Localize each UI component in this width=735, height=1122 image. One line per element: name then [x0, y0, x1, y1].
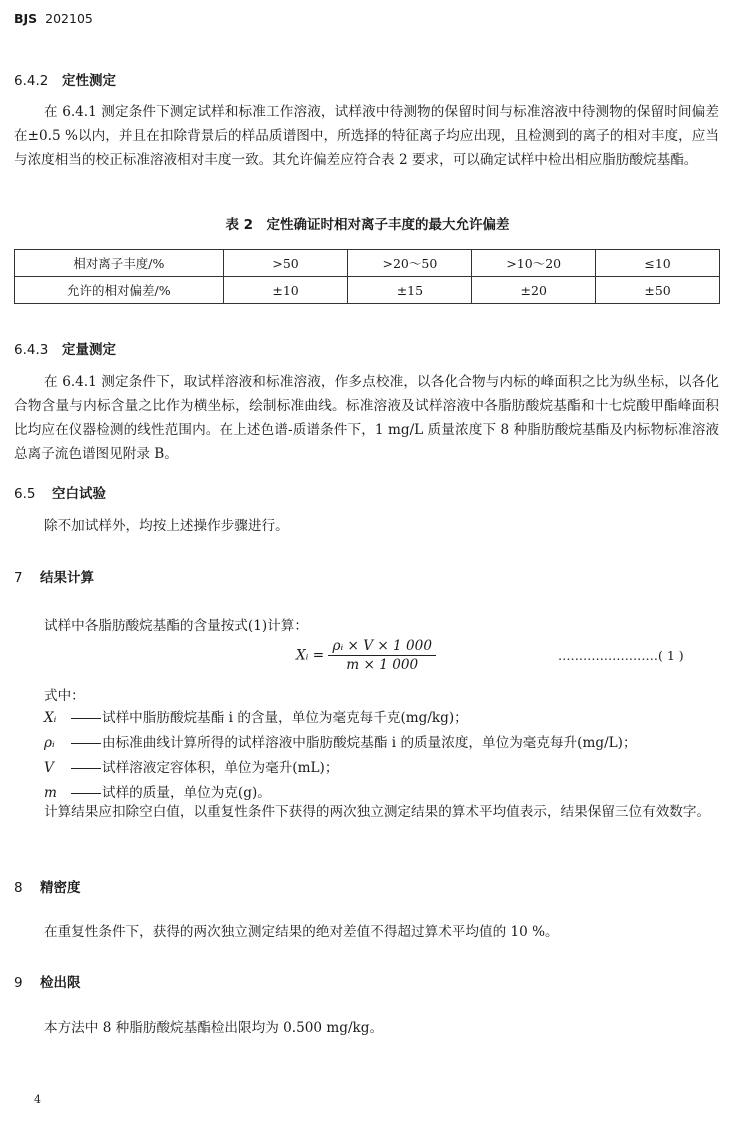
- formula-lhs: Xᵢ =: [296, 647, 325, 664]
- section-title: 定量测定: [62, 342, 116, 358]
- section-7-heading: [14, 566, 94, 586]
- formula-intro: 试样中各脂肪酸烷基酯的含量按式(1)计算：: [44, 618, 308, 634]
- section-6-4-2-heading: [14, 69, 116, 89]
- symbol: ρᵢ: [44, 735, 55, 751]
- section-title: 精密度: [40, 880, 81, 896]
- definition-row: [44, 706, 637, 731]
- page-header: [14, 11, 93, 26]
- section-6-4-2-paragraph: 在 6.4.1 测定条件下测定试样和标准工作溶液，试样液中待测物的保留时间与标准溶液中待测物的保留时间偏差在±0.5 %以内，并且在扣除背景后的样品质谱图中，所选择的特征离子均应出现，且检测到的离子的相对丰度，应当与浓度相当的校正标准溶液相对丰度一致。其允许偏差应符合表 2 要求，可以确定试样中检出相应脂肪酸烷基酯。: [14, 104, 719, 168]
- definition-row: [44, 756, 637, 781]
- dash: [71, 718, 101, 719]
- section-title: 结果计算: [40, 570, 94, 586]
- formula-denominator: m × 1 000: [346, 657, 419, 673]
- formula-1: [296, 638, 436, 673]
- section-number: 9: [14, 975, 23, 991]
- table-cell: ±20: [472, 277, 596, 304]
- table-cell: >50: [223, 250, 348, 277]
- table-cell: ±50: [596, 277, 720, 304]
- where-label: 式中：: [44, 688, 85, 704]
- section-6-4-3-heading: [14, 338, 116, 358]
- page-number: 4: [34, 1093, 41, 1106]
- table-cell: ≤10: [596, 250, 720, 277]
- definition-text: 试样的质量，单位为克(g)。: [102, 785, 271, 801]
- section-7-note: 计算结果应扣除空白值，以重复性条件下获得的两次独立测定结果的算术平均值表示，结果保留三位有效数字。: [44, 804, 711, 820]
- formula-label: ……………………( 1 ): [558, 648, 684, 663]
- table-cell: >10～20: [472, 250, 596, 277]
- section-9-heading: [14, 971, 81, 991]
- section-6-5-heading: [14, 482, 106, 502]
- definition-text: 由标准曲线计算所得的试样溶液中脂肪酸烷基酯 i 的质量浓度，单位为毫克每升(mg/L)；: [102, 735, 637, 751]
- dash: [71, 768, 101, 769]
- table-2: [14, 249, 720, 304]
- section-number: 6.4.3: [14, 342, 49, 358]
- table-2-caption: 表 2 定性确证时相对离子丰度的最大允许偏差: [225, 217, 510, 233]
- dash: [71, 743, 101, 744]
- definition-text: 试样中脂肪酸烷基酯 i 的含量，单位为毫克每千克(mg/kg)；: [102, 710, 468, 726]
- table-cell: ±15: [348, 277, 472, 304]
- section-number: 8: [14, 880, 23, 896]
- dash: [71, 793, 101, 794]
- section-number: 6.5: [14, 486, 36, 502]
- section-title: 检出限: [40, 975, 81, 991]
- section-8-paragraph: 在重复性条件下，获得的两次独立测定结果的绝对差值不得超过算术平均值的 10 %。: [44, 924, 559, 940]
- definition-row: [44, 731, 637, 756]
- table-cell: ±10: [223, 277, 348, 304]
- table-cell: >20～50: [348, 250, 472, 277]
- table-cell: 允许的相对偏差/%: [15, 277, 224, 304]
- table-row: [15, 250, 720, 277]
- formula-numerator: ρᵢ × V × 1 000: [328, 638, 436, 656]
- symbol: Xᵢ: [44, 710, 57, 726]
- table-row: [15, 277, 720, 304]
- section-6-4-3-paragraph: 在 6.4.1 测定条件下，取试样溶液和标准溶液，作多点校准，以各化合物与内标的峰面积之比为纵坐标，以各化合物含量与内标含量之比作为横坐标，绘制标准曲线。标准溶液及试样溶液中各脂肪酸烷基酯和十七烷酸甲酯峰面积比均应在仪器检测的线性范围内。在上述色谱-质谱条件下，1 mg/L 质量浓度下 8 种脂肪酸烷基酯及内标物标准溶液总离子流色谱图见附录 B。: [14, 374, 719, 462]
- standard-number: 202105: [45, 11, 93, 26]
- section-number: 6.4.2: [14, 73, 49, 89]
- symbol: m: [44, 785, 57, 801]
- variable-definitions: [44, 706, 637, 806]
- section-number: 7: [14, 570, 23, 586]
- formula-fraction: [328, 638, 436, 673]
- section-8-heading: [14, 876, 81, 896]
- definition-text: 试样溶液定容体积，单位为毫升(mL)；: [102, 760, 339, 776]
- symbol: V: [44, 760, 54, 776]
- table-cell: 相对离子丰度/%: [15, 250, 224, 277]
- section-title: 空白试验: [52, 486, 106, 502]
- section-title: 定性测定: [62, 73, 116, 89]
- standard-code: BJS: [14, 11, 38, 26]
- section-6-5-paragraph: 除不加试样外，均按上述操作步骤进行。: [44, 518, 289, 534]
- section-9-paragraph: 本方法中 8 种脂肪酸烷基酯检出限均为 0.500 mg/kg。: [44, 1020, 384, 1036]
